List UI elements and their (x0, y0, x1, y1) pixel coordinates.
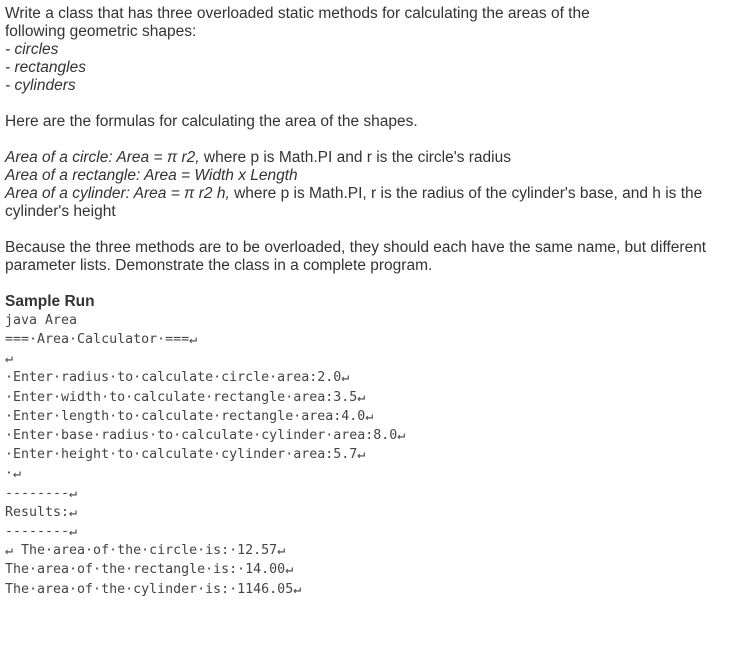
output-line: ·Enter·base·radius·to·calculate·cylinder·area:8.0↵ (5, 428, 406, 444)
formulas-section (5, 149, 739, 221)
sample-run-heading: Sample Run (5, 293, 95, 310)
output-line: ↵ The·area·of·the·circle·is:·12.57↵ (5, 543, 286, 559)
output-line: --------↵ (5, 485, 78, 501)
formula-circle-desc: where p is Math.PI and r is the circle's radius (199, 149, 511, 166)
output-line: ·Enter·length·to·calculate·rectangle·area:4.0↵ (5, 408, 374, 424)
formula-rectangle: Area of a rectangle: Area = Width x Length (5, 167, 298, 184)
output-line: ·Enter·width·to·calculate·rectangle·area:3.5↵ (5, 389, 366, 405)
overload-line-2: parameter lists. Demonstrate the class in a complete program. (5, 257, 433, 274)
formula-cylinder-desc: where p is Math.PI, r is the radius of the cylinder's base, and h is the (229, 185, 703, 202)
output-line: The·area·of·the·cylinder·is:·1146.05↵ (5, 581, 302, 597)
intro-line-1: Write a class that has three overloaded static methods for calculating the areas of the (5, 5, 590, 22)
sample-run-output (5, 330, 739, 599)
formulas-intro: Here are the formulas for calculating the area of the shapes. (5, 113, 418, 130)
intro-line-2: following geometric shapes: (5, 23, 197, 40)
overload-line-1: Because the three methods are to be overloaded, they should each have the same name, but different (5, 239, 707, 256)
formula-cylinder-expr: Area of a cylinder: Area = π r2 h, (5, 185, 230, 202)
shape-item-cylinders: - cylinders (5, 77, 76, 94)
formula-cylinder-desc-2: cylinder's height (5, 203, 116, 220)
output-line: ↵ (5, 351, 14, 367)
assignment-document (5, 5, 739, 599)
shape-item-rectangles: - rectangles (5, 59, 86, 76)
formula-circle-expr: Area of a circle: Area = π r2, (5, 149, 200, 166)
formula-cylinder (5, 185, 739, 203)
intro-section (5, 5, 739, 95)
output-line: Results:↵ (5, 504, 78, 520)
overload-section (5, 239, 739, 275)
output-line: The·area·of·the·rectangle·is:·14.00↵ (5, 562, 294, 578)
shape-item-circles: - circles (5, 41, 59, 58)
formula-circle (5, 149, 739, 167)
output-line: --------↵ (5, 524, 78, 540)
output-line: ·Enter·height·to·calculate·cylinder·area:5.7↵ (5, 447, 366, 463)
sample-run-command: java Area (5, 313, 78, 328)
output-line: ===·Area·Calculator·===↵ (5, 332, 198, 347)
output-line: ·Enter·radius·to·calculate·circle·area:2.0↵ (5, 370, 350, 386)
output-line: ·↵ (5, 466, 22, 482)
